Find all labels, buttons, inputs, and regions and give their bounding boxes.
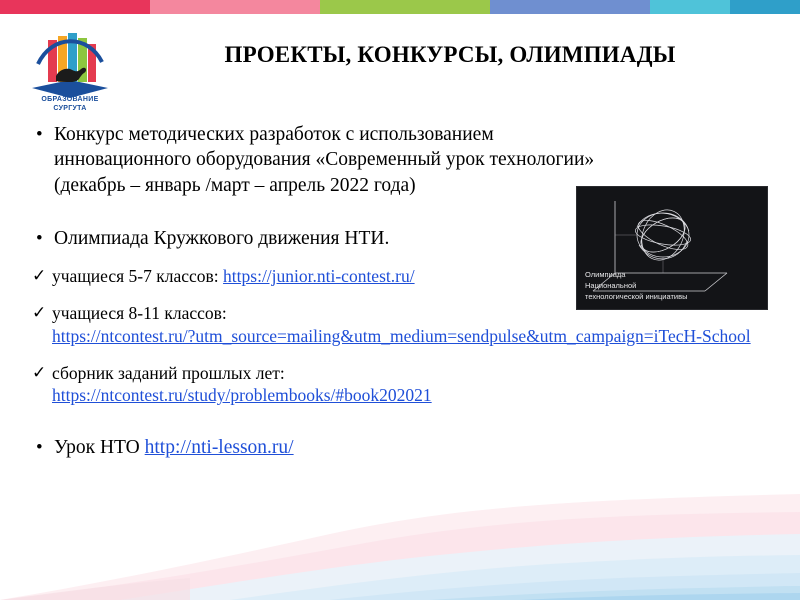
last-bullet-label: Урок НТО <box>54 437 145 459</box>
logo-caption-line1: ОБРАЗОВАНИЕ <box>41 96 99 103</box>
bottom-decorative-art <box>0 460 800 600</box>
ntcontest-mailing-link[interactable]: https://ntcontest.ru/?utm_source=mailing&utm_medium=sendpulse&utm_campaign=iTecH-School <box>52 325 751 346</box>
top-bar-segment-3 <box>320 0 490 14</box>
check-text <box>52 302 752 348</box>
bullet-text: Олимпиада Кружкового движения НТИ. <box>54 228 390 250</box>
check-text <box>52 362 432 408</box>
top-bar-segment-1 <box>0 0 150 14</box>
bullet-text <box>54 435 294 460</box>
top-bar-segment-4 <box>490 0 650 14</box>
list-item <box>32 122 772 198</box>
check-icon: ✓ <box>32 266 47 286</box>
check-label: учащиеся 5-7 классов: <box>52 266 224 287</box>
bullet-text: Конкурс методических разработок с использованием инновационного оборудования «Современный урок технологии» (декабрь – январь /март – апрель 2022 года) <box>54 124 595 196</box>
check-text <box>52 265 415 288</box>
bullet-marker: • <box>36 437 43 459</box>
nti-caption-line2: Национальной <box>585 281 637 291</box>
check-icon: ✓ <box>32 303 47 323</box>
spacer <box>32 200 772 226</box>
check-label: учащиеся 8-11 классов: <box>52 303 227 324</box>
spacer <box>32 350 772 362</box>
list-item <box>32 435 772 460</box>
nti-caption-line1: Олимпиада <box>585 270 626 280</box>
list-item <box>32 362 772 408</box>
spacer <box>32 409 772 435</box>
bullet-marker: • <box>36 124 43 145</box>
top-bar-segment-2 <box>150 0 320 14</box>
junior-nti-contest-link[interactable]: https://junior.nti-contest.ru/ <box>223 266 415 287</box>
spacer <box>32 253 772 265</box>
logo-caption <box>22 96 118 114</box>
slide-content <box>32 122 772 462</box>
list-item <box>32 226 772 251</box>
top-bar-segment-6 <box>730 0 800 14</box>
spacer <box>32 290 772 302</box>
check-icon: ✓ <box>32 362 47 382</box>
top-bar-segment-5 <box>650 0 730 14</box>
check-label: сборник заданий прошлых лет: <box>52 362 285 383</box>
list-item <box>32 265 772 288</box>
logo-caption-line2: СУРГУТА <box>53 104 87 112</box>
top-decorative-bar <box>0 0 800 14</box>
bullet-marker: • <box>36 228 43 250</box>
page-title: ПРОЕКТЫ, КОНКУРСЫ, ОЛИМПИАДЫ <box>224 42 676 67</box>
nti-lesson-link[interactable]: http://nti-lesson.ru/ <box>144 437 294 459</box>
nti-caption-line3: технологической инициативы <box>585 292 688 302</box>
list-item <box>32 302 772 348</box>
problembooks-link[interactable]: https://ntcontest.ru/study/problembooks/#book202021 <box>52 385 432 406</box>
